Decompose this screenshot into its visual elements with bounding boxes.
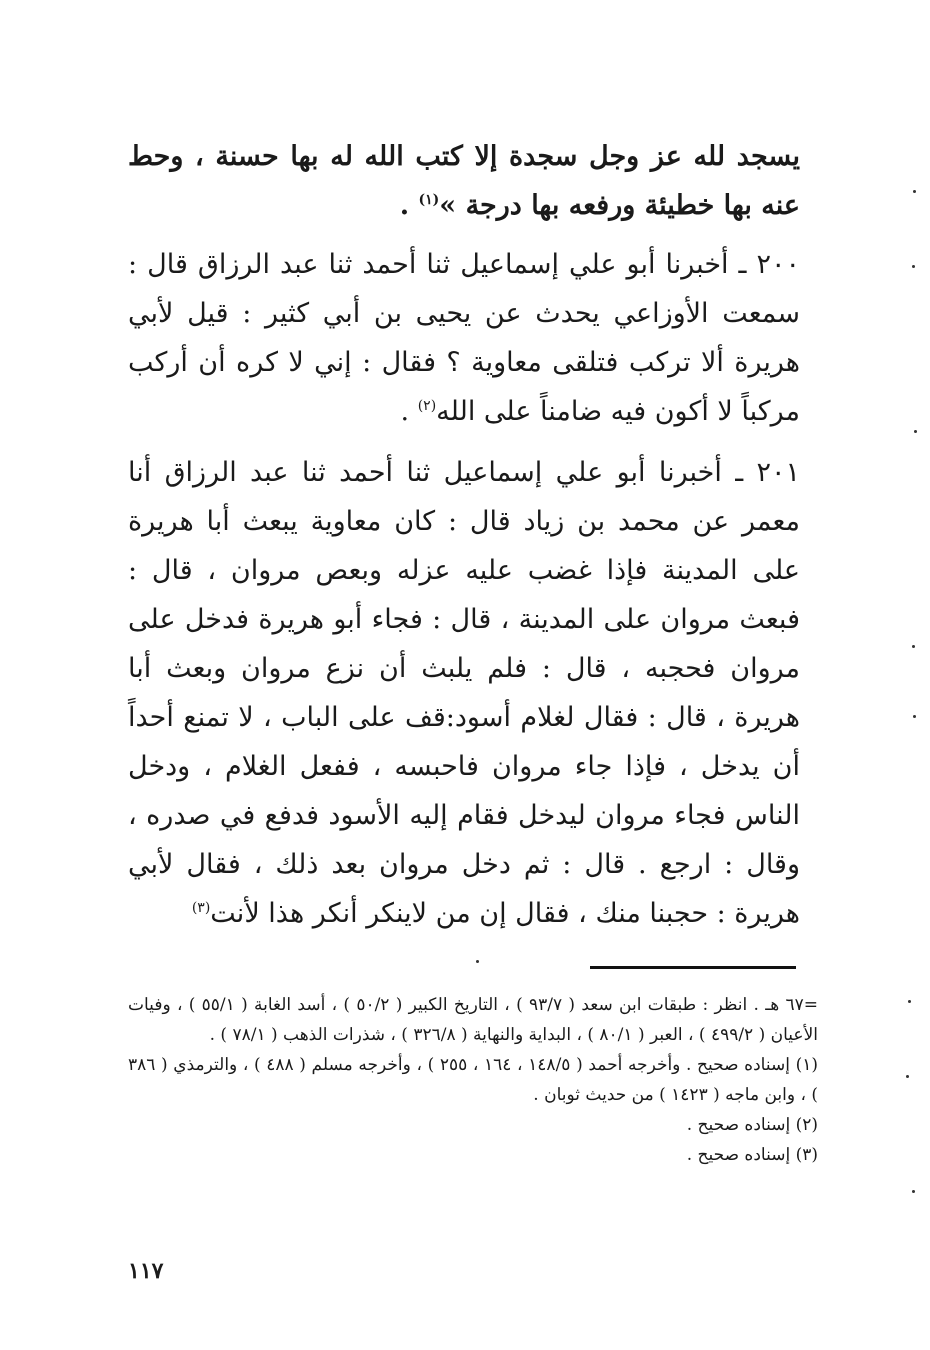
scan-speck	[914, 430, 917, 433]
hadith-200-paragraph	[128, 240, 800, 436]
hadith-201-paragraph	[128, 448, 800, 938]
footnote-2: (٢) إسناده صحيح .	[686, 1115, 818, 1135]
hadith-200-end: .	[400, 396, 418, 427]
scan-speck	[913, 715, 916, 718]
scan-speck	[913, 190, 916, 193]
footnote-3: (٣) إسناده صحيح .	[686, 1145, 818, 1165]
continuation-paragraph	[128, 132, 800, 230]
scan-speck	[908, 1000, 911, 1003]
continuation-end: .	[399, 190, 419, 221]
scan-speck	[906, 1075, 909, 1078]
scan-speck	[912, 265, 915, 268]
footnote-ref-1: (١)	[418, 192, 440, 208]
hadith-201-text: ٢٠١ ـ أخبرنا أبو علي إسماعيل ثنا أحمد ثنا عبد الرزاق أنا معمر عن محمد بن زياد قال : كان معاوية يبعث أبا هريرة على المدينة فإذا غضب عليه عزله وبعص مروان ، قال : فبعث مروان على المدينة ، قال : فجاء أبو هريرة فدخل على مروان فحجبه ، قال : فلم يلبث أن نزع مروان وبعث أبا هريرة ، قال : فقال لغلام أسود:قف على الباب ، لا تمنع أحداً أن يدخل ، فإذا جاء مروان فاحبسه ، ففعل الغلام ، ودخل الناس فجاء مروان ليدخل فقام إليه الأسود فدفع في صدره ، وقال : ارجع . قال : ثم دخل مروان بعد ذلك ، فقال لأبي هريرة : حجبنا منك ، فقال إن من لاينكر أنكر هذا لأنت	[128, 457, 800, 929]
footnote-divider	[590, 966, 796, 969]
footnote-ref-3: (٣)	[191, 900, 211, 916]
footnote-sources: =٦٧ هـ . انظر : طبقات ابن سعد ( ٩٣/٧ ) ، التاريخ الكبير ( ٥٠/٢ ) ، أسد الغابة ( ٥٥/١ ) ، وفيات الأعيان ( ٤٩٩/٢ ) ، العبر ( ٨٠/١ ) ، البداية والنهاية ( ٣٢٦/٨ ) ، شذرات الذهب ( ٧٨/١ ) .	[128, 995, 818, 1045]
hadith-200-text: ٢٠٠ ـ أخبرنا أبو علي إسماعيل ثنا أحمد ثنا عبد الرزاق قال : سمعت الأوزاعي يحدث عن يحيى بن أبي كثير : قيل لأبي هريرة ألا تركب فتلقى معاوية ؟ فقال : إني لا كره أن أركب مركباً لا أكون فيه ضامناً على الله	[128, 249, 800, 427]
footnote-1: (١) إسناده صحيح . وأخرجه أحمد ( ١٤٨/٥ ، ١٦٤ ، ٢٥٥ ) ، وأخرجه مسلم ( ٤٨٨ ) ، والترمذي ( ٣٨٦ ) ، وابن ماجه ( ١٤٢٣ ) من حديث ثوبان .	[128, 1055, 818, 1105]
scan-speck	[912, 645, 915, 648]
scan-speck	[476, 960, 479, 963]
page-number: ١١٧	[128, 1258, 164, 1284]
continuation-text: يسجد لله عز وجل سجدة إلا كتب الله له بها حسنة ، وحط عنه بها خطيئة ورفعه بها درجة »	[128, 141, 800, 221]
footnote-ref-2: (٢)	[417, 398, 437, 414]
footnotes-section	[128, 990, 818, 1170]
scan-speck	[912, 1190, 915, 1193]
